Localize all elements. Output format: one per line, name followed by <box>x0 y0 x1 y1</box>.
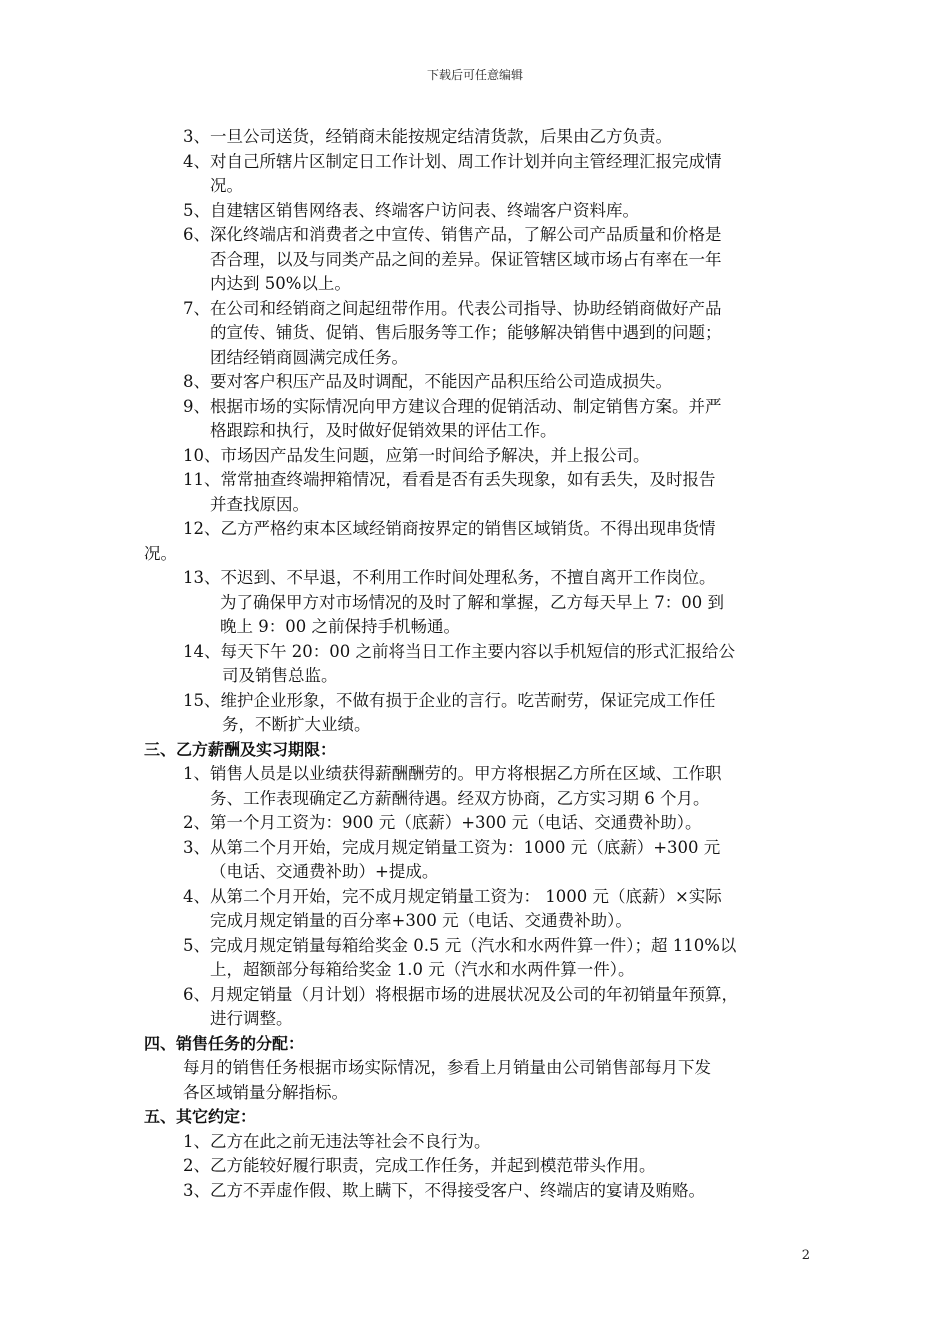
document-line: 3、一旦公司送货，经销商未能按规定结清货款，后果由乙方负责。 <box>183 127 672 146</box>
document-line: 6、深化终端店和消费者之中宣传、销售产品，了解公司产品质量和价格是 <box>183 225 722 244</box>
document-line: 司及销售总监。 <box>222 666 338 685</box>
document-line: 2、乙方能较好履行职责，完成工作任务，并起到模范带头作用。 <box>183 1156 656 1175</box>
document-line: 1、乙方在此之前无违法等社会不良行为。 <box>183 1131 491 1151</box>
document-line: 况。 <box>144 543 177 563</box>
document-line: 否合理，以及与同类产品之间的差异。保证管辖区域市场占有率在一年 <box>210 249 722 269</box>
document-line: （电话、交通费补助）+提成。 <box>210 862 439 881</box>
page-number: 2 <box>801 1248 810 1263</box>
page-header: 下载后可任意编辑 <box>426 68 523 82</box>
document-line: 况。 <box>210 176 243 195</box>
document-line: 上，超额部分每箱给奖金 1.0 元（汽水和水两件算一件）。 <box>210 960 635 979</box>
document-body <box>0 125 950 1203</box>
document-line: 完成月规定销量的百分率+300 元（电话、交通费补助）。 <box>210 911 632 930</box>
document-line: 务、工作表现确定乙方薪酬待遇。经双方协商，乙方实习期 6 个月。 <box>210 788 710 808</box>
document-line: 的宣传、铺货、促销、售后服务等工作；能够解决销售中遇到的问题； <box>210 323 722 342</box>
document-line: 9、根据市场的实际情况向甲方建议合理的促销活动、制定销售方案。并严 <box>183 396 722 416</box>
document-line: 12、乙方严格约束本区域经销商按界定的销售区域销货。不得出现串货情 <box>183 519 716 538</box>
section-heading: 四、销售任务的分配： <box>144 1033 305 1053</box>
document-line: 4、对自己所辖片区制定日工作计划、周工作计划并向主管经理汇报完成情 <box>183 151 722 171</box>
document-line: 13、不迟到、不早退，不利用工作时间处理私务，不擅自离开工作岗位。 <box>183 568 716 587</box>
document-line: 14、每天下午 20：00 之前将当日工作主要内容以手机短信的形式汇报给公 <box>183 641 735 661</box>
document-line: 格跟踪和执行，及时做好促销效果的评估工作。 <box>210 421 557 440</box>
document-line: 5、完成月规定销量每箱给奖金 0.5 元（汽水和水两件算一件）；超 110%以 <box>183 935 737 955</box>
document-line: 每月的销售任务根据市场实际情况，参看上月销量由公司销售部每月下发 <box>183 1058 711 1077</box>
document-line: 15、维护企业形象，不做有损于企业的言行。吃苦耐劳，保证完成工作任 <box>183 690 716 710</box>
document-line: 1、销售人员是以业绩获得薪酬酬劳的。甲方将根据乙方所在区域、工作职 <box>183 764 722 783</box>
document-line: 6、月规定销量（月计划）将根据市场的进展状况及公司的年初销量年预算， <box>183 984 738 1004</box>
document-line: 10、市场因产品发生问题，应第一时间给予解决，并上报公司。 <box>183 445 650 465</box>
document-line: 各区域销量分解指标。 <box>183 1082 348 1102</box>
document-line: 11、常常抽查终端押箱情况，看看是否有丢失现象，如有丢失，及时报告 <box>183 470 716 489</box>
document-line: 晚上 9：00 之前保持手机畅通。 <box>220 617 460 636</box>
document-line: 3、从第二个月开始，完成月规定销量工资为：1000 元（底薪）+300 元 <box>183 837 721 857</box>
document-line: 3、乙方不弄虚作假、欺上瞒下，不得接受客户、终端店的宴请及贿赂。 <box>183 1180 705 1200</box>
document-line: 7、在公司和经销商之间起纽带作用。代表公司指导、协助经销商做好产品 <box>183 298 722 318</box>
document-line: 内达到 50%以上。 <box>210 274 351 293</box>
document-line: 团结经销商圆满完成任务。 <box>210 347 408 367</box>
document-line: 2、第一个月工资为：900 元（底薪）+300 元（电话、交通费补助）。 <box>183 813 702 832</box>
document-line: 并查找原因。 <box>210 494 309 514</box>
document-line: 5、自建辖区销售网络表、终端客户访问表、终端客户资料库。 <box>183 200 639 220</box>
document-line: 为了确保甲方对市场情况的及时了解和掌握，乙方每天早上 7：00 到 <box>220 592 724 612</box>
document-line: 务，不断扩大业绩。 <box>222 715 371 734</box>
section-heading: 三、乙方薪酬及实习期限： <box>144 739 337 759</box>
document-line: 进行调整。 <box>210 1009 293 1028</box>
document-line: 8、要对客户积压产品及时调配，不能因产品积压给公司造成损失。 <box>183 372 672 391</box>
section-heading: 五、其它约定： <box>144 1107 257 1126</box>
document-line: 4、从第二个月开始，完不成月规定销量工资为： 1000 元（底薪）×实际 <box>183 886 722 906</box>
